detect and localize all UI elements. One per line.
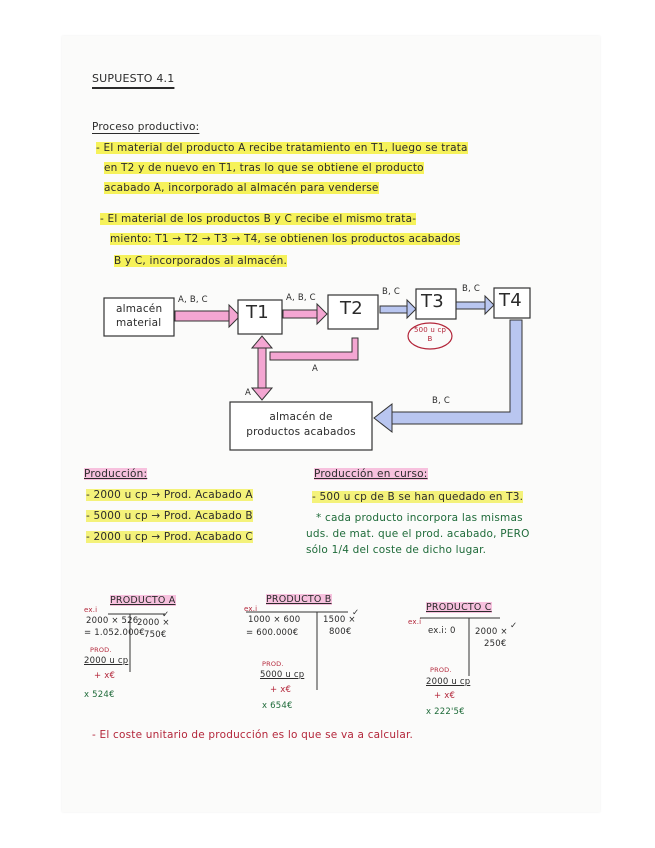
producto-a-check: ✓: [162, 610, 170, 620]
producto-b-title: PRODUCTO B: [266, 594, 332, 605]
en-curso-note-1: * cada producto incorpora las mismas: [316, 512, 523, 524]
footer-note: - El coste unitario de producción es lo que se va a calcular.: [92, 729, 414, 741]
producto-a-exi: ex.i: [84, 606, 98, 614]
producto-a-left1: 2000 × 526: [86, 616, 139, 626]
produccion-heading: Producción:: [84, 468, 148, 480]
producto-b-check: ✓: [352, 608, 360, 618]
arrow-label-bc-1: B, C: [382, 287, 400, 297]
arrow-label-bc-2: B, C: [462, 284, 480, 294]
en-curso-note-2: uds. de mat. que el prod. acabado, PERO: [306, 528, 530, 540]
producto-a-right1: 2000 ×: [137, 618, 170, 628]
bullet1-line3: acabado A, incorporado al almacén para venderse: [104, 182, 379, 194]
arrow-t2-back-t1: [270, 338, 358, 360]
producto-c-title: PRODUCTO C: [426, 602, 492, 613]
arrow-t1-t2: [283, 310, 318, 318]
arrow-t1-down: [258, 346, 266, 390]
producto-a-right2: 750€: [144, 630, 167, 640]
arrow-label-a-down: A: [245, 388, 252, 398]
en-curso-note-3: sólo 1/4 del coste de dicho lugar.: [306, 544, 487, 556]
producto-c-left1: ex.i: 0: [428, 626, 456, 636]
producto-b-right1: 1500 ×: [323, 615, 356, 625]
producto-b-units: 5000 u cp: [260, 670, 305, 680]
producto-b-prod: PROD.: [262, 660, 284, 668]
arrow-t4-almacen: [390, 320, 522, 424]
t1-label: T1: [246, 302, 269, 323]
arrow-almacen-t1: [175, 311, 230, 321]
almacen-productos-label: almacén de productos acabados: [246, 411, 356, 438]
circle-note: 500 u cp B: [414, 326, 447, 343]
bullet2-line1: - El material de los productos B y C recibe el mismo trata-: [100, 213, 417, 225]
producto-a-plus: + x€: [94, 671, 116, 681]
proceso-heading: Proceso productivo:: [92, 121, 200, 133]
bullet1-line2: en T2 y de nuevo en T1, tras lo que se obtiene el producto: [104, 162, 424, 174]
producto-c-plus: + x€: [434, 691, 456, 701]
bullet2-line3: B y C, incorporados al almacén.: [114, 255, 288, 267]
t2-label: T2: [340, 298, 363, 319]
arrow-label-bc-back: B, C: [432, 396, 450, 406]
arrow-label-abc-1: A, B, C: [178, 295, 208, 305]
producto-a-units: 2000 u cp: [84, 656, 129, 666]
produccion-item-c: - 2000 u cp → Prod. Acabado C: [86, 531, 253, 543]
producto-b-left1: 1000 × 600: [248, 615, 301, 625]
produccion-item-a: - 2000 u cp → Prod. Acabado A: [86, 489, 253, 501]
bullet1-line1: - El material del producto A recibe tratamiento en T1, luego se trata: [96, 142, 468, 154]
en-curso-heading: Producción en curso:: [314, 468, 428, 480]
producto-c-units: 2000 u cp: [426, 677, 471, 687]
producto-b-plus: + x€: [270, 685, 292, 695]
t4-label: T4: [499, 290, 522, 311]
arrow-label-abc-2: A, B, C: [286, 293, 316, 303]
bullet2-line2: miento: T1 → T2 → T3 → T4, se obtienen los productos acabados: [110, 233, 461, 245]
t3-label: T3: [421, 291, 444, 312]
producto-a-title: PRODUCTO A: [110, 595, 176, 606]
almacen-material-label: almacén material: [116, 303, 163, 329]
arrow-label-a-back: A: [312, 364, 319, 374]
producto-a-prod: PROD.: [90, 646, 112, 654]
producto-c-prod: PROD.: [430, 666, 452, 674]
producto-a-left2: = 1.052.000€: [84, 628, 145, 638]
producto-c-exi: ex.i: [408, 618, 422, 626]
producto-b-exi: ex.i: [244, 605, 258, 613]
page-title: SUPUESTO 4.1: [92, 72, 175, 85]
producto-c-check: ✓: [510, 621, 518, 631]
producto-c-right2: 250€: [484, 639, 507, 649]
producto-b-right2: 800€: [329, 627, 352, 637]
producto-b-result: x 654€: [262, 701, 293, 711]
producto-a-result: x 524€: [84, 690, 115, 700]
produccion-item-b: - 5000 u cp → Prod. Acabado B: [86, 510, 253, 522]
producto-c-right1: 2000 ×: [475, 627, 508, 637]
producto-b-left2: = 600.000€: [246, 628, 299, 638]
producto-c-result: x 222'5€: [426, 707, 465, 717]
en-curso-line: - 500 u cp de B se han quedado en T3.: [312, 491, 524, 503]
